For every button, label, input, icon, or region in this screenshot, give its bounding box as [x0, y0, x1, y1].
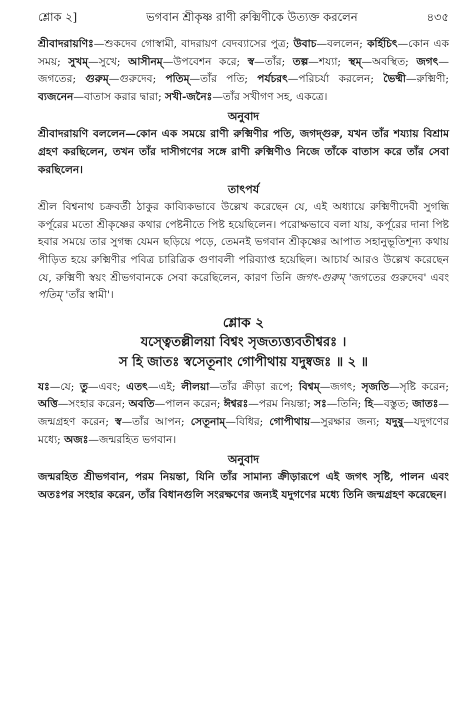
synonym-meaning: —তিনি;	[326, 398, 365, 411]
synonym-word: সুখম্	[68, 55, 89, 68]
synonym-word: যঃ	[38, 380, 50, 393]
purport-segment: 'জগতের গুরুদেব' এবং	[344, 271, 450, 284]
synonym-meaning: —জগতের;	[38, 55, 449, 86]
purport-heading: তাৎপর্য	[227, 183, 260, 197]
synonym-word: তল্প	[292, 55, 309, 68]
synonym-meaning: —বিধির;	[225, 415, 270, 428]
verse-line-1: যস্ত্বেতল্লীলয়া বিশ্বং সৃজত্যত্ত্যবতীশ্বরঃ ।	[140, 334, 347, 350]
translation-verse-2: জন্মরহিত শ্রীভগবান, পরম নিয়ন্তা, যিনি তাঁর সামান্য ক্রীড়ারূপে এই জগৎ সৃষ্টি, পালন এবং অতঃপর সংহার করেন, তাঁর বিধানগুলি সংরক্ষণের জন্যই যদুগণের মধ্যে তিনি জন্মগ্রহণ করেছেন।	[38, 471, 449, 501]
purport-segment: শ্রীল বিশ্বনাথ চক্রবর্তী ঠাকুর কাব্যিকভাবে উল্লেখ করেছেন যে, এই অধ্যায়ে রুক্মিণীদেবী সুগন্ধি কর্পূরের মতো শ্রীকৃষ্ণের কথার পেষ্টনীতে পিষ্ট হয়েছিলেন। পরোক্ষভাবে বলা যায়, কর্পূরের দানা পিষ্ট হবার সময়ে তার সুগন্ধ যেমন ছড়িয়ে পড়ে, তেমনই ভগবান শ্রীকৃষ্ণের আপাত সহানুভূতিশূন্য কথায় পীড়িত হয়ে রুক্মিণীর পবিত্র চারিত্রিক গুণাবলী পরিব্যাপ্ত হয়েছিল। আচার্য আরও উল্লেখ করেছেন যে, রুক্মিণী স্বয়ং শ্রীভগবানকে সেবা করেছিলেন, কারণ তিনি	[38, 201, 449, 284]
synonym-meaning: —সুখে;	[88, 55, 129, 68]
purport-italic-term: জগৎ-গুরুম্	[295, 271, 345, 284]
synonym-meaning: —এই;	[147, 380, 182, 393]
synonym-meaning: —পালন করেন;	[154, 398, 224, 411]
synonym-word: শ্রীবাদরায়ণিঃ	[38, 38, 94, 50]
purport-segment: 'তাঁর স্বামী'।	[62, 289, 114, 302]
synonym-word: এতৎ	[126, 380, 148, 393]
synonym-meaning: —তাঁর পতি;	[189, 73, 258, 86]
synonym-word: তু	[79, 380, 88, 393]
synonym-word: সৃজতি	[361, 380, 390, 393]
header-chapter-title: ভগবান শ্রীকৃষ্ণ রাণী রুক্মিণীকে উত্যক্ত করলেন	[146, 10, 358, 24]
verse-line-2: স হি জাতঃ স্বসেতূনাং গোপীথায় যদুষ্বজঃ ॥ ২ ॥	[119, 354, 368, 370]
synonym-meaning: —বস্তুত;	[373, 398, 413, 411]
synonym-word: স্ব	[247, 55, 255, 68]
synonym-word: ভৈষ্মী	[383, 73, 406, 86]
synonym-meaning: —শুকদেব গোস্বামী, বাদরায়ণ বেদব্যাসের পুত্র;	[93, 38, 294, 50]
synonym-word: ঈশ্বরঃ	[223, 398, 249, 411]
synonym-word: আসীনম্	[128, 55, 163, 68]
synonym-word: অবতি	[128, 398, 155, 411]
synonym-word: হি	[364, 398, 374, 411]
synonym-word: লীলয়া	[181, 380, 210, 393]
running-header	[38, 10, 449, 36]
header-verse-ref: শ্লোক ২]	[38, 10, 78, 24]
synonym-meaning: —জন্মগ্রহণ করেন;	[38, 398, 449, 428]
translation-heading-1: অনুবাদ	[227, 110, 260, 124]
purport-text	[38, 199, 449, 305]
synonym-meaning: —রুক্মিণী;	[405, 73, 449, 86]
purport-italic-term: পতিম্	[38, 289, 63, 302]
synonym-word: উবাচ	[293, 38, 317, 50]
synonym-word: সখী-জনৈঃ	[165, 90, 213, 103]
synonyms-verse-1	[38, 36, 449, 106]
synonym-meaning: —বাতাস করার দ্বারা;	[73, 90, 166, 103]
synonym-meaning: —সংহার করেন;	[57, 398, 129, 411]
synonym-word: গুরুম্	[85, 73, 109, 86]
synonym-word: অত্তি	[38, 398, 58, 411]
synonym-word: সেতূনাম্	[190, 415, 226, 428]
synonym-meaning: —গুরুদেব;	[108, 73, 166, 86]
translation-verse-1: শ্রীবাদরায়ণি বললেন—কোন এক সময়ে রাণী রুক্মিণীর পতি, জগদ্গুরু, যখন তাঁর শয্যায় বিশ্রাম গ্রহণ করছিলেন, তখন তাঁর দাসীগণের সঙ্গে রাণী রুক্মিণীও নিজে তাঁকে বাতাস করে তাঁর সেবা করছিলেন।	[38, 128, 449, 176]
synonym-meaning: —যে;	[49, 380, 80, 393]
header-page-number: ৪৩৫	[426, 10, 449, 24]
synonym-meaning: —কোন এক সময়;	[38, 38, 449, 68]
synonym-word: পতিম্	[165, 73, 190, 86]
synonym-meaning: —তাঁর সখীগণ সহ, একত্রে।	[212, 90, 328, 103]
synonym-word: পর্যচরৎ	[257, 73, 288, 86]
synonym-word: বিশ্বম্	[298, 380, 320, 393]
synonym-word: স্ব	[115, 415, 122, 428]
synonym-meaning: —জগৎ;	[319, 380, 362, 393]
verse-number: শ্লোক ২	[222, 314, 265, 331]
translation-heading-2: অনুবাদ	[227, 453, 260, 467]
synonym-meaning: —সৃষ্টি করেন;	[389, 380, 449, 393]
synonym-meaning: —তাঁর আপন;	[121, 415, 191, 428]
synonym-meaning: —সুরক্ষার জন্য;	[310, 415, 386, 428]
synonym-meaning: —উপবেশন করে;	[162, 55, 248, 68]
synonym-word: অজঃ	[64, 433, 89, 446]
synonyms-verse-2	[38, 379, 449, 449]
synonym-word: কর্হিচিৎ	[367, 38, 398, 50]
synonym-word: স্থম্	[348, 55, 362, 68]
synonym-meaning: —অবস্থিত;	[361, 55, 417, 68]
synonym-meaning: —এবং;	[87, 380, 127, 393]
synonym-meaning: —তাঁর ক্রীড়া রূপে;	[209, 380, 299, 393]
synonym-meaning: —তাঁর;	[254, 55, 293, 68]
synonym-meaning: —জন্মরহিত ভগবান।	[88, 433, 177, 446]
synonym-meaning: —পরিচর্যা করলেন;	[287, 73, 384, 86]
synonym-meaning: —পরম নিয়ন্তা;	[248, 398, 315, 411]
synonym-word: জাতঃ	[412, 398, 439, 411]
synonym-word: সঃ	[314, 398, 327, 411]
synonym-word: জগৎ	[416, 55, 439, 68]
synonym-word: গোপীথায়	[269, 415, 311, 428]
synonym-word: ব্যজনেন	[38, 90, 74, 103]
synonym-meaning: —শয্যা;	[308, 55, 349, 68]
synonym-word: যদুষু	[385, 415, 404, 428]
synonym-meaning: —বললেন;	[316, 38, 368, 50]
synonym-meaning: —যদুগণের মধ্যে;	[38, 415, 449, 446]
